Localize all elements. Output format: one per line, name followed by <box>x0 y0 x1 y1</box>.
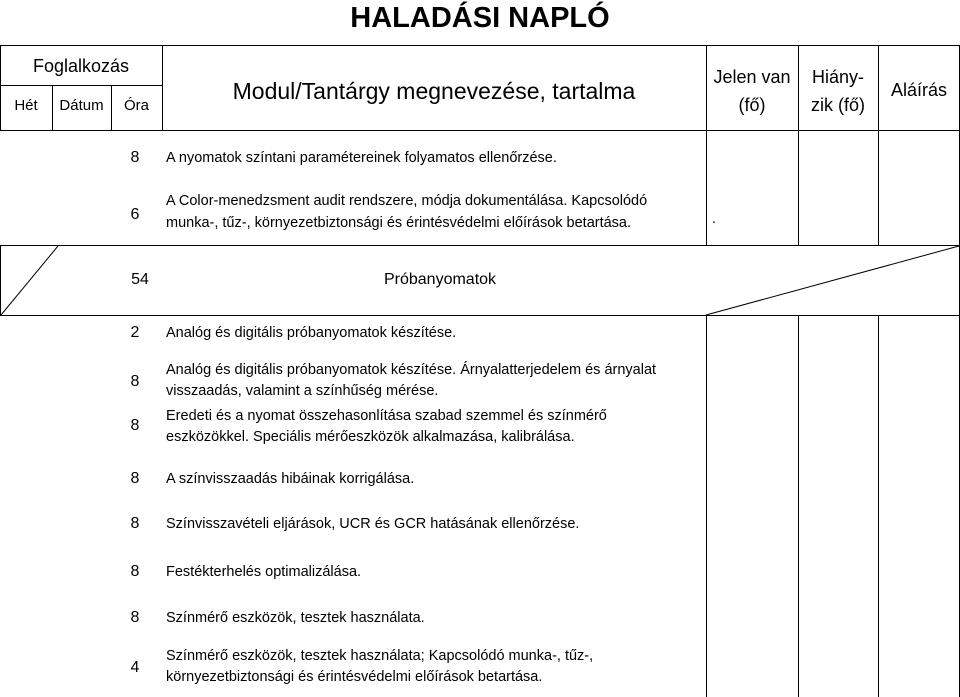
row-text-line-2: visszaadás, valamint a színhűség mérése. <box>166 383 439 399</box>
row-text-line-1: Színmérő eszközök, tesztek használata; Kapcsolódó munka-, tűz-, <box>166 648 594 664</box>
header-hiany-2: zik (fő) <box>811 95 865 115</box>
row-text: Színvisszavételi eljárások, UCR és GCR hatásának ellenőrzése. <box>166 516 580 532</box>
header-jelen-van-2: (fő) <box>738 95 766 115</box>
header-jelen-van-1: Jelen van <box>713 67 791 87</box>
header-ora: Óra <box>123 97 149 114</box>
row-text: Színmérő eszközök, tesztek használata. <box>166 610 425 626</box>
row-text-line-1: Analóg és digitális próbanyomatok készítése. Árnyalatterjedelem és árnyalat <box>166 362 657 378</box>
row-hours: 4 <box>130 659 140 676</box>
row-hours: 8 <box>130 563 140 580</box>
section-title: Próbanyomatok <box>383 271 497 288</box>
page-title: HALADÁSI NAPLÓ <box>350 2 610 34</box>
header-modul: Modul/Tantárgy megnevezése, tartalma <box>232 78 636 104</box>
row-text-line-1: Eredeti és a nyomat összehasonlítása szabad szemmel és színmérő <box>166 408 607 424</box>
header-foglalkozas: Foglalkozás <box>32 56 130 76</box>
row-hours: 8 <box>130 149 140 166</box>
row-text-line-2: környezetbiztonsági és érintésvédelmi előírások betartása. <box>166 669 543 685</box>
row-text-line-2: eszközökkel. Speciális mérőeszközök alkalmazása, kalibrálása. <box>166 429 575 445</box>
row-hours: 6 <box>130 206 140 223</box>
row-hours: 8 <box>130 515 140 532</box>
header-het: Hét <box>14 97 38 114</box>
row-text: Analóg és digitális próbanyomatok készítése. <box>166 325 457 341</box>
row-hours: 8 <box>130 373 140 390</box>
row-jelen-van-value: . <box>712 211 717 227</box>
row-text: A színvisszaadás hibáinak korrigálása. <box>166 471 415 487</box>
header-datum: Dátum <box>59 97 104 114</box>
row-text-line-2: munka-, tűz-, környezetbiztonsági és érintésvédelmi előírások betartása. <box>166 215 632 231</box>
row-text: Festékterhelés optimalizálása. <box>166 564 362 580</box>
header-hiany-1: Hiány- <box>811 67 864 87</box>
row-hours: 8 <box>130 417 140 434</box>
row-hours: 2 <box>130 324 140 341</box>
row-text-line-1: A Color-menedzsment audit rendszere, módja dokumentálása. Kapcsolódó <box>166 193 648 209</box>
row-hours: 8 <box>130 609 140 626</box>
header-alairas: Aláírás <box>890 80 948 100</box>
row-text: A nyomatok színtani paramétereinek folyamatos ellenőrzése. <box>166 150 557 166</box>
row-hours: 8 <box>130 470 140 487</box>
section-hours: 54 <box>131 271 149 288</box>
